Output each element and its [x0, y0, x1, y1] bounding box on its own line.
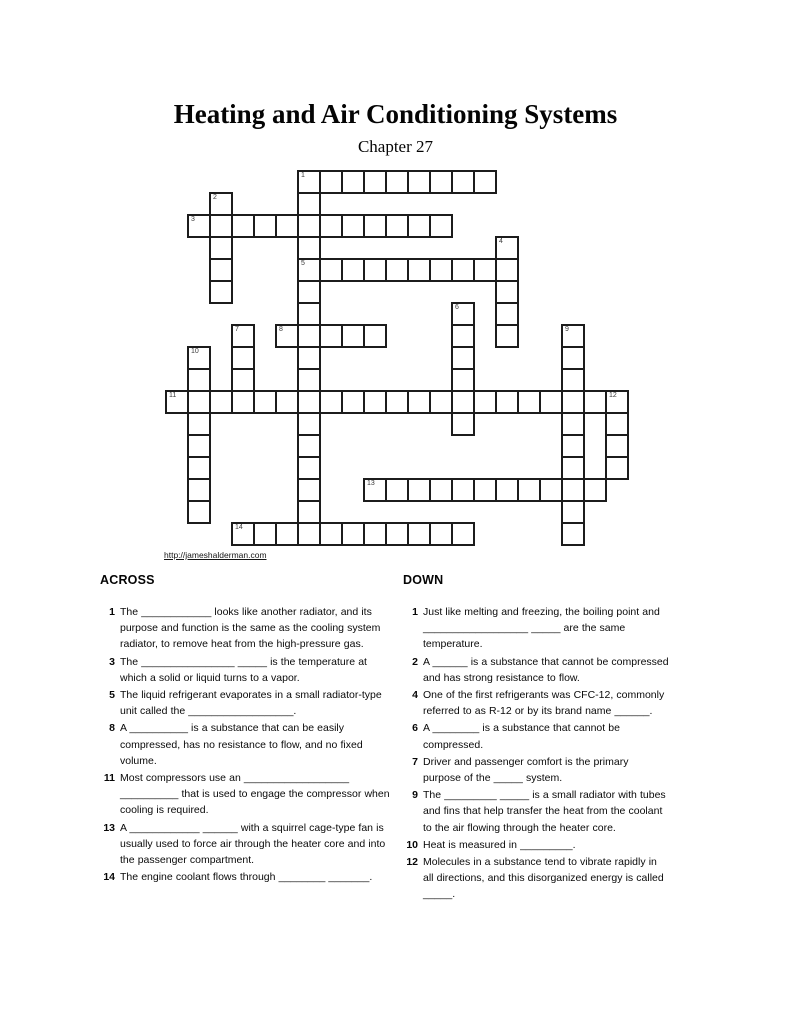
clue-text: A ________ is a substance that cannot be compressed.	[423, 722, 620, 751]
grid-cell[interactable]	[319, 258, 343, 282]
grid-cell[interactable]	[451, 390, 475, 414]
grid-cell[interactable]	[231, 522, 255, 546]
clue-number: 3	[109, 655, 115, 668]
clue-text: A ____________ ______ with a squirrel cage-type fan is usually used to force air through the heater core and into the passenger compartment.	[120, 821, 386, 867]
grid-cell[interactable]	[561, 346, 585, 370]
clue-item	[401, 604, 669, 653]
grid-cell[interactable]	[495, 258, 519, 282]
grid-cell[interactable]	[319, 390, 343, 414]
grid-cell[interactable]	[275, 324, 299, 348]
clue-text: The engine coolant flows through ________ _______.	[120, 871, 373, 884]
clue-item	[401, 654, 669, 686]
clue-number: 2	[412, 655, 418, 668]
clue-text: Molecules in a substance tend to vibrate rapidly in all directions, and this disorganized energy is called _____.	[423, 856, 664, 901]
clue-number: 12	[406, 856, 418, 869]
clue-item	[98, 687, 393, 719]
grid-cell[interactable]	[231, 346, 255, 370]
clue-text: Just like melting and freezing, the boiling point and __________________ _____ are the same temperature.	[423, 606, 660, 651]
grid-cell[interactable]	[187, 412, 211, 436]
grid-cell[interactable]	[297, 214, 321, 238]
cell-number: 10	[191, 348, 199, 355]
grid-cell[interactable]	[363, 170, 387, 194]
grid-cell[interactable]	[187, 500, 211, 524]
grid-cell[interactable]	[605, 456, 629, 480]
grid-cell[interactable]	[561, 456, 585, 480]
grid-cell[interactable]	[187, 434, 211, 458]
clue-number: 6	[412, 722, 418, 735]
cell-number: 13	[367, 480, 375, 487]
grid-cell[interactable]	[517, 478, 541, 502]
grid-cell[interactable]	[187, 368, 211, 392]
grid-cell[interactable]	[297, 478, 321, 502]
grid-cell[interactable]	[297, 412, 321, 436]
grid-cell[interactable]	[363, 390, 387, 414]
grid-cell[interactable]	[407, 170, 431, 194]
cell-number: 14	[235, 524, 243, 531]
clue-item	[98, 654, 393, 686]
clue-text: The _________ _____ is a small radiator with tubes and fins that help transfer the heat from the coolant to the air flowing through the heater core.	[423, 789, 666, 834]
page-subtitle: Chapter 27	[357, 137, 434, 156]
grid-cell[interactable]	[407, 258, 431, 282]
grid-cell[interactable]	[385, 390, 409, 414]
grid-cell[interactable]	[407, 478, 431, 502]
grid-cell[interactable]	[473, 478, 497, 502]
grid-cell[interactable]	[451, 478, 475, 502]
grid-cell[interactable]	[561, 478, 585, 502]
grid-cell[interactable]	[539, 390, 563, 414]
grid-cell[interactable]	[385, 214, 409, 238]
grid-cell[interactable]	[231, 368, 255, 392]
grid-cell[interactable]	[407, 390, 431, 414]
grid-cell[interactable]	[495, 280, 519, 304]
grid-cell[interactable]	[297, 346, 321, 370]
across-header: ACROSS	[100, 573, 155, 587]
clue-item	[98, 770, 393, 819]
clue-number: 1	[412, 606, 418, 618]
cell-number: 7	[235, 326, 239, 333]
grid-cell[interactable]	[297, 236, 321, 260]
clue-text: The liquid refrigerant evaporates in a small radiator-type unit called the __________________.	[120, 689, 382, 718]
grid-cell[interactable]	[407, 522, 431, 546]
cell-number: 8	[279, 326, 283, 333]
grid-cell[interactable]	[319, 522, 343, 546]
grid-cell[interactable]	[451, 302, 475, 326]
grid-cell[interactable]	[275, 390, 299, 414]
grid-cell[interactable]	[187, 390, 211, 414]
grid-cell[interactable]	[539, 478, 563, 502]
grid-cell[interactable]	[473, 390, 497, 414]
grid-cell[interactable]	[385, 170, 409, 194]
grid-cell[interactable]	[385, 522, 409, 546]
grid-cell[interactable]	[297, 434, 321, 458]
grid-cell[interactable]	[209, 280, 233, 304]
across-clue-list	[98, 604, 393, 885]
grid-cell[interactable]	[187, 214, 211, 238]
grid-cell[interactable]	[385, 478, 409, 502]
clue-text: Most compressors use an __________________ __________ that is used to engage the compressor when cooling is required.	[120, 772, 390, 817]
grid-cell[interactable]	[583, 390, 607, 414]
clue-number: 13	[103, 821, 115, 834]
clue-text: The ____________ looks like another radiator, and its purpose and function is the same as the cooling system radiator, to remove heat from the high-pressure gas.	[120, 606, 381, 651]
grid-cell[interactable]	[209, 390, 233, 414]
grid-cell[interactable]	[561, 412, 585, 436]
grid-cell[interactable]	[429, 258, 453, 282]
cell-number: 12	[609, 392, 617, 399]
cell-number: 6	[455, 304, 459, 311]
clue-text: A ______ is a substance that cannot be compressed and has strong resistance to flow.	[423, 655, 669, 684]
grid-cell[interactable]	[363, 478, 387, 502]
clue-item	[401, 837, 669, 853]
grid-cell[interactable]	[451, 170, 475, 194]
clue-number: 5	[109, 689, 115, 702]
grid-cell[interactable]	[187, 478, 211, 502]
grid-cell[interactable]	[363, 258, 387, 282]
grid-cell[interactable]	[275, 522, 299, 546]
grid-cell[interactable]	[341, 324, 365, 348]
grid-cell[interactable]	[209, 192, 233, 216]
grid-cell[interactable]	[561, 500, 585, 524]
grid-cell[interactable]	[319, 214, 343, 238]
grid-cell[interactable]	[319, 170, 343, 194]
clue-item	[401, 687, 669, 719]
down-clue-list	[401, 604, 669, 903]
grid-cell[interactable]	[209, 236, 233, 260]
grid-cell[interactable]	[583, 478, 607, 502]
clue-number: 1	[109, 606, 115, 618]
clue-number: 11	[103, 772, 115, 785]
clue-number: 7	[412, 755, 418, 768]
grid-cell[interactable]	[495, 302, 519, 326]
grid-cell[interactable]	[341, 390, 365, 414]
grid-cell[interactable]	[495, 324, 519, 348]
grid-cell[interactable]	[341, 522, 365, 546]
grid-cell[interactable]	[187, 456, 211, 480]
grid-cell[interactable]	[429, 478, 453, 502]
grid-cell[interactable]	[253, 522, 277, 546]
grid-cell[interactable]	[561, 368, 585, 392]
grid-cell[interactable]	[297, 258, 321, 282]
clue-text: Heat is measured in _________.	[423, 838, 576, 851]
clue-item	[401, 787, 669, 836]
grid-cell[interactable]	[495, 478, 519, 502]
grid-cell[interactable]	[297, 170, 321, 194]
grid-cell[interactable]	[297, 280, 321, 304]
grid-cell[interactable]	[605, 390, 629, 414]
cell-number: 2	[213, 194, 217, 201]
clue-item	[98, 869, 393, 885]
grid-cell[interactable]	[407, 214, 431, 238]
clue-text: Driver and passenger comfort is the primary purpose of the _____ system.	[423, 755, 629, 785]
grid-cell[interactable]	[363, 324, 387, 348]
grid-cell[interactable]	[297, 390, 321, 414]
down-clues-section	[401, 573, 669, 904]
grid-cell[interactable]	[429, 522, 453, 546]
cell-number: 5	[301, 260, 305, 267]
across-clues-section	[98, 573, 393, 886]
cell-number: 3	[191, 216, 195, 223]
grid-cell[interactable]	[253, 214, 277, 238]
grid-cell[interactable]	[165, 390, 189, 414]
grid-cell[interactable]	[429, 214, 453, 238]
grid-cell[interactable]	[209, 258, 233, 282]
grid-cell[interactable]	[319, 324, 343, 348]
grid-cell[interactable]	[451, 258, 475, 282]
grid-cell[interactable]	[495, 236, 519, 260]
clue-item	[401, 720, 669, 752]
grid-cell[interactable]	[561, 434, 585, 458]
clue-text: The ________________ _____ is the temperature at which a solid or liquid turns to a vapor.	[120, 655, 367, 684]
clue-item	[401, 854, 669, 903]
grid-cell[interactable]	[275, 214, 299, 238]
grid-cell[interactable]	[363, 522, 387, 546]
clue-number: 8	[109, 722, 115, 735]
grid-cell[interactable]	[561, 324, 585, 348]
clue-text: One of the first refrigerants was CFC-12, commonly referred to as R-12 or by its brand name ______.	[423, 689, 665, 718]
grid-cell[interactable]	[495, 390, 519, 414]
clue-text: A __________ is a substance that can be easily compressed, has no resistance to flow, and no fixed volume.	[120, 722, 363, 767]
grid-cell[interactable]	[429, 390, 453, 414]
grid-cell[interactable]	[429, 170, 453, 194]
grid-cell[interactable]	[451, 368, 475, 392]
clue-number: 4	[412, 689, 418, 702]
grid-cell[interactable]	[451, 522, 475, 546]
grid-cell[interactable]	[341, 170, 365, 194]
grid-cell[interactable]	[297, 192, 321, 216]
grid-cell[interactable]	[605, 412, 629, 436]
grid-cell[interactable]	[187, 346, 211, 370]
grid-cell[interactable]	[231, 390, 255, 414]
grid-cell[interactable]	[231, 214, 255, 238]
cell-number: 4	[499, 238, 503, 245]
grid-cell[interactable]	[451, 346, 475, 370]
cell-number: 11	[169, 392, 177, 399]
grid-cell[interactable]	[297, 368, 321, 392]
clue-item	[98, 820, 393, 869]
cell-number: 9	[565, 326, 569, 333]
grid-cell[interactable]	[297, 522, 321, 546]
grid-cell[interactable]	[297, 456, 321, 480]
grid-cell[interactable]	[473, 170, 497, 194]
grid-cell[interactable]	[473, 258, 497, 282]
grid-cell[interactable]	[231, 324, 255, 348]
grid-cell[interactable]	[341, 258, 365, 282]
grid-cell[interactable]	[605, 434, 629, 458]
grid-cell[interactable]	[517, 390, 541, 414]
cell-number: 1	[301, 172, 305, 179]
source-url-link[interactable]: http://jameshalderman.com	[164, 550, 267, 560]
clue-item	[98, 604, 393, 653]
grid-cell[interactable]	[385, 258, 409, 282]
grid-cell[interactable]	[561, 390, 585, 414]
grid-cell[interactable]	[341, 214, 365, 238]
clue-number: 9	[412, 789, 418, 802]
clue-number: 10	[406, 838, 418, 851]
grid-cell[interactable]	[451, 324, 475, 348]
down-header: DOWN	[403, 573, 444, 587]
grid-cell[interactable]	[561, 522, 585, 546]
grid-cell[interactable]	[297, 500, 321, 524]
clue-item	[401, 754, 669, 786]
page-title: Heating and Air Conditioning Systems	[173, 99, 618, 129]
grid-cell[interactable]	[451, 412, 475, 436]
clue-item	[98, 720, 393, 769]
grid-cell[interactable]	[363, 214, 387, 238]
grid-cell[interactable]	[297, 302, 321, 326]
clue-number: 14	[103, 871, 115, 884]
grid-cell[interactable]	[209, 214, 233, 238]
grid-cell[interactable]	[253, 390, 277, 414]
grid-cell[interactable]	[297, 324, 321, 348]
